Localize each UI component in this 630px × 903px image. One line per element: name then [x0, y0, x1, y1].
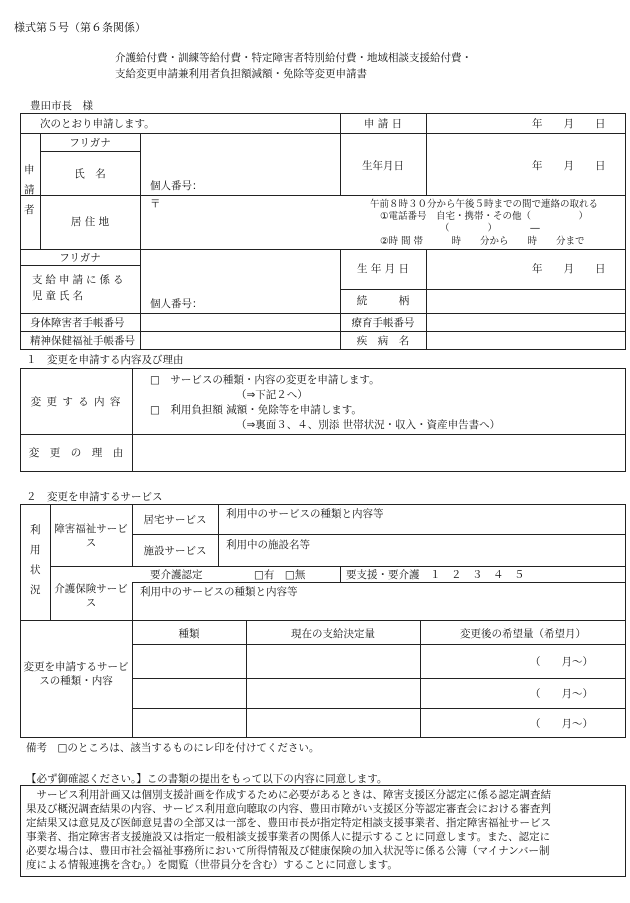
- col-desired-header: 変更後の希望量（希望月）: [460, 628, 586, 640]
- consent-line-4: 事業者、指定障害者支援施設又は指定一般相談支援事業者の関係人に提示することに同意します。また、認定に: [26, 831, 551, 843]
- option-fee-reduction[interactable]: □ 利用負担額 減額・免除等を申請します。: [150, 404, 362, 416]
- consent-line-5: 必要な場合は、豊田市社会福祉事務所において所得情報及び健康保険の加入状況等に係る公簿（マイナンバー制: [26, 845, 550, 857]
- col-current-header: 現在の支給決定量: [291, 628, 375, 640]
- change-reason-label: 変 更 の 理 由: [28, 447, 124, 459]
- title-line-1: 介護給付費・訓練等給付費・特定障害者特別給付費・地域相談支援給付費・: [115, 52, 472, 64]
- usage-status-label: 利用状況: [30, 524, 41, 596]
- name-label: 氏 名: [74, 168, 106, 180]
- facility-service-note: 利用中の施設名等: [226, 539, 310, 551]
- contact-text: 午前８時３０分から午後５時までの間で連絡の取れる: [370, 199, 599, 210]
- rehab-label: 療育手帳番号: [351, 317, 415, 329]
- care-cert-options[interactable]: □有 □無: [254, 569, 306, 581]
- consent-heading: 【必ず御確認ください。】この書類の提出をもって以下の内容に同意します。: [26, 773, 388, 785]
- title-line-2: 支給変更申請兼利用者負担額減額・免除等変更申請書: [115, 68, 367, 80]
- section-1-title: １ 変更を申請する内容及び理由: [26, 354, 184, 366]
- form-number: 様式第５号（第６条関係）: [14, 21, 146, 34]
- home-service-label: 居宅サービス: [143, 514, 207, 526]
- contact-phone[interactable]: ①電話番号 自宅・携帯・その他（ ）: [380, 211, 589, 222]
- change-content-label: 変 更 す る 内 容: [30, 396, 122, 408]
- addressee: 豊田市長 様: [30, 100, 93, 112]
- applicant-label: 申請者: [24, 164, 35, 216]
- option-fee-reduction-note: （⇒裏面３、４、別添 世帯状況・収入・資産申告書へ）: [236, 419, 501, 431]
- consent-line-3: 定結果又は意見及び医師意見書の全部又は一部を、豊田市長が指定特定相談支援事業者、指定障害福祉サービス: [26, 817, 551, 829]
- care-insurance-label: 介護保険サービス: [54, 583, 128, 609]
- change-service-label: 変更を申請するサービスの種類・内容: [23, 661, 129, 687]
- care-cert-label: 要介護認定: [150, 569, 203, 581]
- birthdate-value[interactable]: 年 月 日: [532, 160, 606, 172]
- child-personal-number-label: 個人番号：: [150, 298, 203, 310]
- child-furigana-label: フリガナ: [59, 252, 101, 264]
- consent-line-2: 果及び概況調査結果の内容、サービス利用意向聴取の内容、豊田市障がい支援区分等認定審査会における審査判: [26, 803, 551, 815]
- section-2-title: ２ 変更を申請するサービス: [26, 491, 163, 503]
- desired-month-1[interactable]: （ 月〜）: [530, 656, 593, 668]
- desired-month-3[interactable]: （ 月〜）: [530, 718, 593, 730]
- disease-label: 疾 病 名: [356, 335, 410, 347]
- col-type-header: 種類: [178, 628, 200, 640]
- consent-line-6: 度による情報連携を含む。）を閲覧（世帯員分を含む）することに同意します。: [26, 859, 398, 871]
- welfare-service-label: 障害福祉サービス: [54, 523, 128, 549]
- option-service-change[interactable]: □ サービスの種類・内容の変更を申請します。: [150, 374, 380, 386]
- personal-number-label: 個人番号：: [150, 180, 203, 192]
- application-date-value[interactable]: 年 月 日: [532, 118, 606, 130]
- remarks: 備考 □のところは、該当するものにレ印を付けてください。: [26, 742, 320, 754]
- contact-time[interactable]: ②時 間 帯 時 分から 時 分まで: [380, 236, 585, 247]
- address-label: 居 住 地: [70, 216, 110, 228]
- postal-mark: 〒: [150, 198, 161, 210]
- intro-text: 次のとおり申請します。: [40, 118, 155, 130]
- option-service-change-note: （⇒下記２へ）: [236, 389, 308, 401]
- application-date-label: 申 請 日: [363, 118, 403, 130]
- furigana-label: フリガナ: [69, 137, 111, 149]
- child-name-label: 支給申請に係る児童氏名: [32, 274, 127, 302]
- home-service-note: 利用中のサービスの種類と内容等: [226, 508, 384, 520]
- desired-month-2[interactable]: （ 月〜）: [530, 688, 593, 700]
- physical-disability-label: 身体障害者手帳番号: [30, 317, 125, 329]
- birthdate-label: 生年月日: [362, 160, 404, 172]
- child-birthdate-value[interactable]: 年 月 日: [532, 263, 606, 275]
- facility-service-label: 施設サービス: [143, 545, 207, 557]
- care-insurance-note: 利用中のサービスの種類と内容等: [140, 586, 298, 598]
- child-birthdate-label: 生 年 月 日: [356, 263, 409, 275]
- consent-line-1: サービス利用計画又は個別支援計画を作成するために必要があるときは、障害支援区分認定に係る認定調査結: [26, 789, 551, 801]
- contact-phone-2[interactable]: （ ） ―: [440, 223, 540, 234]
- mental-label: 精神保健福祉手帳番号: [30, 335, 135, 347]
- relationship-label: 続 柄: [356, 295, 410, 307]
- care-level-label[interactable]: 要支援・要介護 １ ２ ３ ４ ５: [346, 569, 525, 581]
